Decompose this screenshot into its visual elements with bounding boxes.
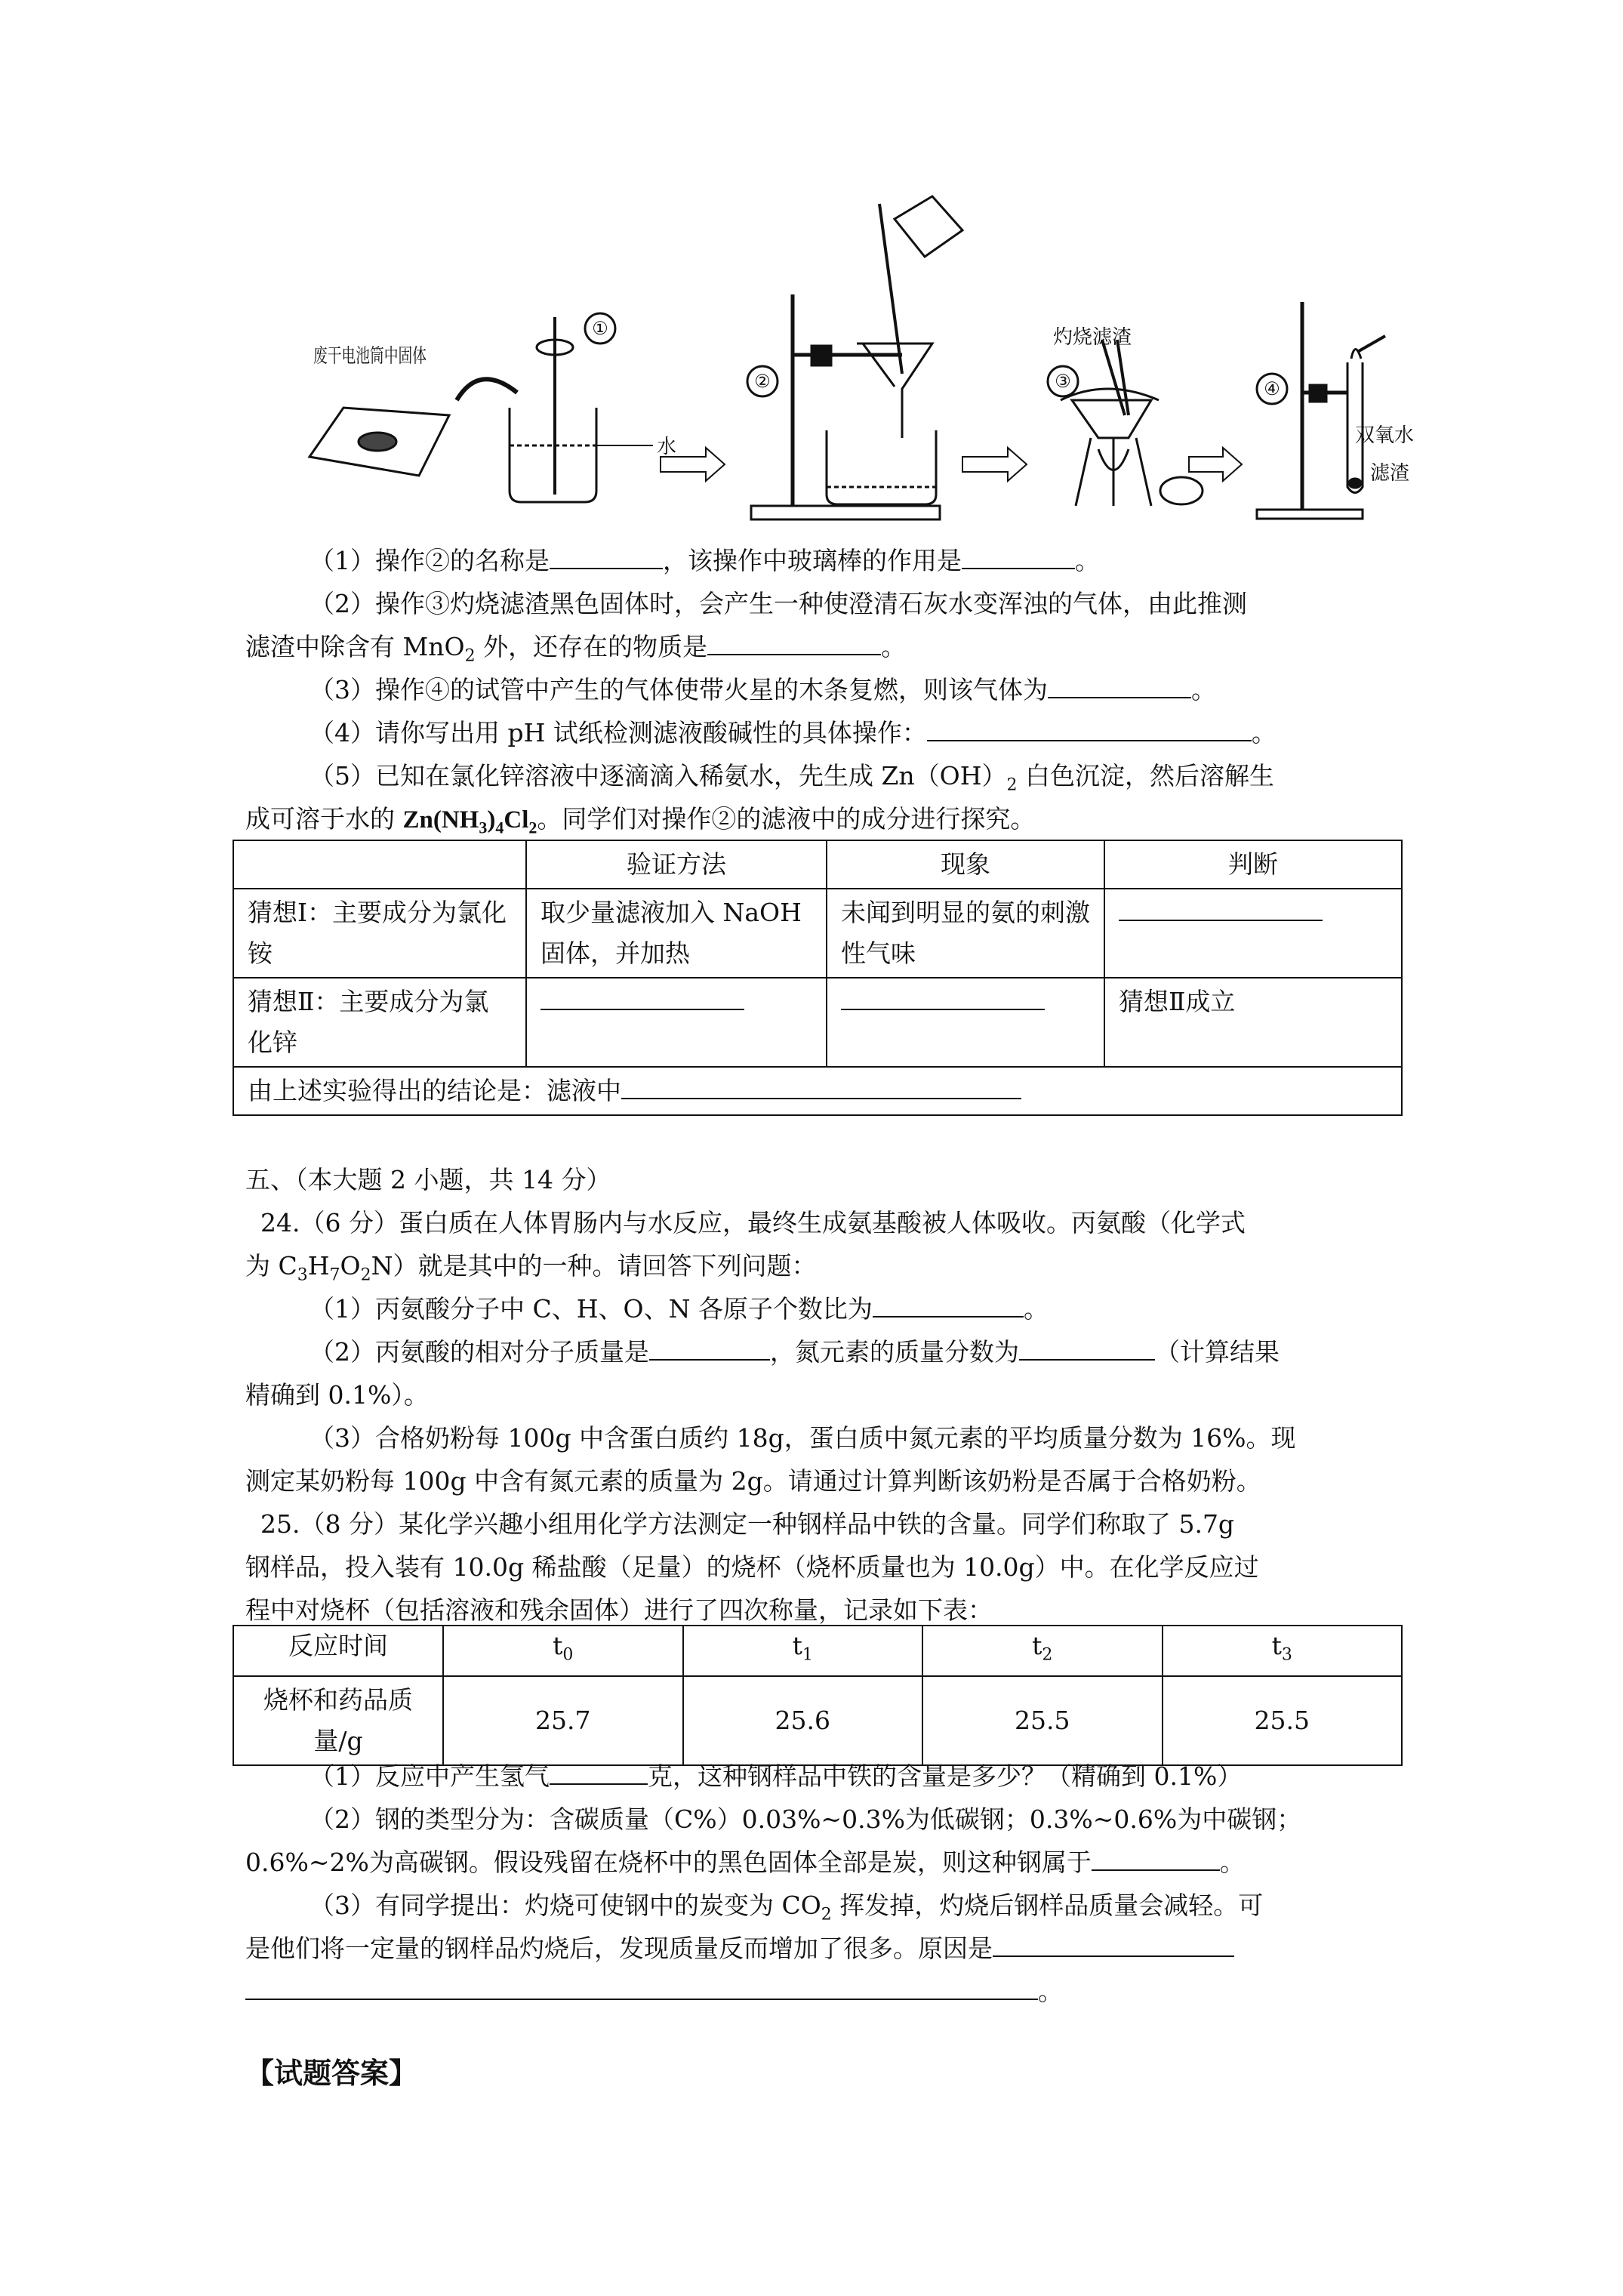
answer-blank[interactable]: [707, 630, 881, 655]
answer-blank[interactable]: [550, 1759, 648, 1785]
q23-line3: （3）操作④的试管中产生的气体使带火星的木条复燃，则该气体为 。: [310, 673, 1216, 707]
label-burn-residue: 灼烧滤渣: [1053, 326, 1132, 349]
table-header: $t_3$: [1163, 1626, 1403, 1676]
step-4-label: ④: [1264, 380, 1280, 399]
table-header: $t_0$: [443, 1626, 683, 1676]
table-header: $t_2$: [922, 1626, 1163, 1676]
q25-part3c: 。: [245, 1974, 1063, 2009]
q23-line2: （2）操作③灼烧滤渣黑色固体时，会产生一种使澄清石灰水变浑浊的气体，由此推测: [310, 589, 1247, 618]
q25-part3: （3）有同学提出：灼烧可使钢中的炭变为 $CO_2$ 挥发掉，灼烧后钢样品质量会减轻。可: [310, 1891, 1264, 1925]
q24-line2: 为 $C_3H_7O_2N$）就是其中的一种。请回答下列问题：: [245, 1251, 817, 1285]
table-row-label: 烧杯和药品质量/g: [233, 1676, 443, 1765]
table-header: 现象: [827, 840, 1104, 889]
table-cell: 未闻到明显的氨的刺激性气味: [827, 889, 1104, 978]
q24-line6: （3）合格奶粉每 100g 中含蛋白质约 18g，蛋白质中氮元素的平均质量分数为 16%。现: [310, 1423, 1296, 1453]
label-water: 水: [657, 436, 677, 458]
answer-blank[interactable]: [1019, 1335, 1155, 1361]
table-header: 判断: [1104, 840, 1402, 889]
q24-line1: 24.（6 分）蛋白质在人体胃肠内与水反应，最终生成氨基酸被人体吸收。丙氨酸（化学式: [260, 1208, 1246, 1237]
answer-blank[interactable]: [873, 1292, 1024, 1318]
label-h2o2: 双氧水: [1355, 424, 1415, 447]
q23-line5: （5）已知在氯化锌溶液中逐滴滴入稀氨水，先生成 $Zn(OH)_2$ 白色沉淀，然后溶解生: [310, 761, 1275, 795]
table-cell: 取少量滤液加入 NaOH 固体，并加热: [526, 889, 827, 978]
answer-blank[interactable]: [1119, 894, 1323, 921]
table-conclusion: 由上述实验得出的结论是：滤液中: [233, 1067, 1402, 1115]
q23-line5b: 成可溶于水的 $Zn(NH_3)_4Cl_2$。同学们对操作②的滤液中的成分进行探究。: [245, 804, 1036, 837]
section-title: 五、（本大题 2 小题，共 14 分）: [245, 1165, 611, 1194]
table-cell: 25.7: [443, 1676, 683, 1765]
answer-blank[interactable]: [841, 983, 1045, 1010]
table-cell: [827, 978, 1104, 1067]
answer-blank[interactable]: [1048, 673, 1191, 698]
q25-line1: 25.（8 分）某化学兴趣小组用化学方法测定一种钢样品中铁的含量。同学们称取了 5.7g: [260, 1509, 1235, 1539]
mass-table: [233, 1625, 1403, 1766]
table-header: $t_1$: [683, 1626, 923, 1676]
q23-line4: （4）请你写出用 pH 试纸检测滤液酸碱性的具体操作： 。: [310, 716, 1277, 750]
label-spent-battery: 废干电池筒中固体: [313, 345, 427, 368]
q25-part1: （1）反应中产生氢气 克，这种钢样品中铁的含量是多少？（精确到 0.1%）: [310, 1759, 1242, 1794]
table-cell: [526, 978, 827, 1067]
answer-blank[interactable]: [927, 716, 1252, 741]
answer-blank[interactable]: [245, 1974, 1038, 2000]
answer-blank[interactable]: [540, 983, 744, 1010]
table-header: 验证方法: [526, 840, 827, 889]
q24-line4: （2）丙氨酸的相对分子质量是 ，氮元素的质量分数为 （计算结果: [310, 1335, 1280, 1370]
experiment-figure: [298, 189, 1415, 525]
table-cell: 25.5: [922, 1676, 1163, 1765]
q25-line3: 程中对烧杯（包括溶液和残余固体）进行了四次称量，记录如下表：: [245, 1595, 993, 1625]
table-cell: 25.6: [683, 1676, 923, 1765]
answer-blank[interactable]: [993, 1931, 1234, 1957]
answer-blank[interactable]: [550, 544, 663, 569]
q25-part2: （2）钢的类型分为：含碳质量（C%）0.03%~0.3%为低碳钢；0.3%~0.6%为中碳钢；: [310, 1804, 1302, 1834]
q24-line5: 精确到 0.1%）。: [245, 1380, 429, 1410]
answer-blank[interactable]: [649, 1335, 770, 1361]
q25-part3b: 是他们将一定量的钢样品灼烧后，发现质量反而增加了很多。原因是: [245, 1931, 1234, 1966]
answers-heading: 【试题答案】: [245, 2056, 418, 2090]
q25-line2: 钢样品，投入装有 10.0g 稀盐酸（足量）的烧杯（烧杯质量也为 10.0g）中。在化学反应过: [245, 1552, 1259, 1582]
table-cell: 猜想Ⅱ：主要成分为氯化锌: [233, 978, 526, 1067]
answer-blank[interactable]: [1092, 1845, 1220, 1871]
table-cell: 猜想Ⅰ：主要成分为氯化铵: [233, 889, 526, 978]
answer-blank[interactable]: [621, 1072, 1021, 1099]
answer-blank[interactable]: [962, 544, 1075, 569]
inquiry-table: [233, 840, 1403, 1116]
q23-line2b: 滤渣中除含有 MnO$_2$ 外，还存在的物质是 。: [245, 630, 906, 674]
q25-part2b: 0.6%~2%为高碳钢。假设残留在烧杯中的黑色固体全部是炭，则这种钢属于 。: [245, 1845, 1245, 1880]
label-residue: 滤渣: [1370, 462, 1410, 485]
table-cell: 猜想Ⅱ成立: [1104, 978, 1402, 1067]
table-cell: 25.5: [1163, 1676, 1403, 1765]
table-cell: [1104, 889, 1402, 978]
q23-line1: （1）操作②的名称是 ，该操作中玻璃棒的作用是 。: [310, 544, 1100, 578]
q24-line7: 测定某奶粉每 100g 中含有氮元素的质量为 2g。请通过计算判断该奶粉是否属于合格奶粉。: [245, 1466, 1261, 1496]
table-header: 反应时间: [233, 1626, 443, 1676]
step-1-label: ①: [592, 319, 608, 339]
step-3-label: ③: [1055, 372, 1071, 392]
table-header: [233, 840, 526, 889]
step-2-label: ②: [754, 372, 771, 392]
q24-line3: （1）丙氨酸分子中 C、H、O、N 各原子个数比为 。: [310, 1292, 1049, 1327]
